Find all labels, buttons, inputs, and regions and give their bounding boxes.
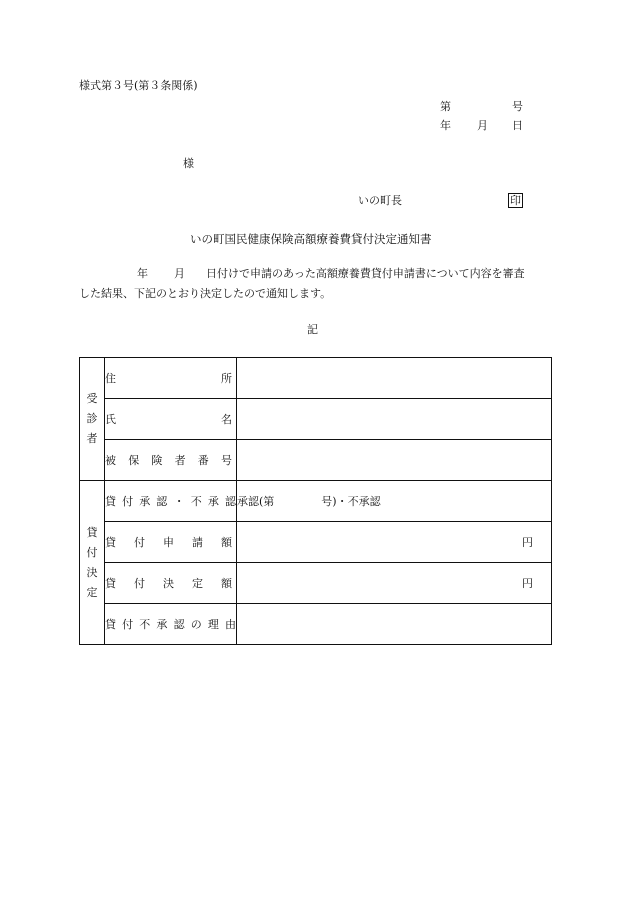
table-row (80, 358, 552, 399)
yen-unit: 円 (522, 536, 533, 549)
label-char: 付 (134, 577, 145, 590)
label-char: 氏 (105, 413, 116, 426)
value-decided-amount[interactable] (237, 563, 552, 604)
label-requested-amount (105, 522, 237, 563)
body-line2: した結果、下記のとおり決定したので通知します。 (79, 287, 332, 300)
recipient-suffix: 様 (183, 157, 194, 170)
label-char: 申 (163, 536, 174, 549)
yen-unit: 円 (522, 577, 533, 590)
label-char: 承 (207, 495, 219, 508)
label-char: 認 (224, 495, 236, 508)
label-char: 認 (173, 618, 185, 631)
label-char: 住 (105, 372, 116, 385)
value-rejection-reason[interactable] (237, 604, 552, 645)
label-char: 認 (156, 495, 168, 508)
label-char: 額 (221, 577, 232, 590)
date-day: 日 (512, 119, 523, 132)
table-row (80, 399, 552, 440)
value-approval[interactable] (237, 481, 552, 522)
body-year: 年 (137, 267, 148, 280)
approval-number-close: 号)・不承認 (321, 495, 381, 508)
label-char: 番 (197, 454, 209, 467)
label-char: 決 (163, 577, 174, 590)
label-char: 貸 (105, 618, 116, 631)
table-row (80, 604, 552, 645)
value-requested-amount[interactable] (237, 522, 552, 563)
label-char: 請 (192, 536, 203, 549)
label-char: 定 (192, 577, 203, 590)
label-char: 名 (221, 413, 232, 426)
body-month: 月 (174, 267, 185, 280)
label-char: 承 (156, 618, 168, 631)
value-address[interactable] (237, 358, 552, 399)
date-month: 月 (477, 119, 488, 132)
label-char: 号 (220, 454, 232, 467)
ki-heading: 記 (307, 323, 318, 336)
table-row (80, 563, 552, 604)
seal-stamp: 印 (510, 194, 521, 207)
label-char: 被 (105, 454, 116, 467)
label-approval (105, 481, 237, 522)
form-number: 様式第３号(第３条関係) (79, 79, 198, 92)
label-address (105, 358, 237, 399)
label-char: 付 (122, 495, 134, 508)
label-char: 額 (221, 536, 232, 549)
label-char: 理 (207, 618, 219, 631)
label-insured-number (105, 440, 237, 481)
table-row (80, 522, 552, 563)
label-char: 由 (224, 618, 236, 631)
seal-mark (508, 193, 523, 208)
label-decided-amount (105, 563, 237, 604)
group-loan-decision (80, 481, 105, 645)
label-char: 所 (221, 372, 232, 385)
label-char: の (190, 618, 202, 631)
label-char: 険 (151, 454, 163, 467)
label-char: 貸 (105, 536, 116, 549)
value-insured-number[interactable] (237, 440, 552, 481)
value-name[interactable] (237, 399, 552, 440)
approval-number-open: 承認(第 (237, 495, 275, 508)
group-patient-char: 診 (86, 412, 98, 425)
group-patient (80, 358, 105, 481)
table-row (80, 440, 552, 481)
table-row (80, 481, 552, 522)
label-char: 不 (139, 618, 151, 631)
label-char: 貸 (105, 495, 116, 508)
document-title: いの町国民健康保険高額療養費貸付決定通知書 (190, 232, 432, 246)
doc-number-prefix: 第 (440, 100, 451, 113)
date-year: 年 (440, 119, 451, 132)
group-patient-char: 受 (86, 392, 98, 405)
group-patient-char: 者 (86, 432, 98, 445)
doc-number-suffix: 号 (512, 100, 523, 113)
label-name (105, 399, 237, 440)
group-loan-char: 定 (86, 585, 98, 599)
label-char: 不 (190, 495, 202, 508)
label-rejection-reason (105, 604, 237, 645)
label-char: 付 (122, 618, 134, 631)
body-line1: 日付けで申請のあった高額療養費貸付申請書について内容を審査 (206, 267, 525, 280)
label-char: ・ (173, 495, 185, 508)
group-loan-char: 付 (86, 545, 98, 559)
label-char: 貸 (105, 577, 116, 590)
decision-table (79, 357, 552, 645)
issuer-name: いの町長 (358, 194, 402, 207)
label-char: 承 (139, 495, 151, 508)
label-char: 者 (174, 454, 186, 467)
label-char: 付 (134, 536, 145, 549)
group-loan-char: 決 (86, 565, 98, 579)
label-char: 保 (128, 454, 140, 467)
group-loan-char: 貸 (86, 525, 98, 539)
